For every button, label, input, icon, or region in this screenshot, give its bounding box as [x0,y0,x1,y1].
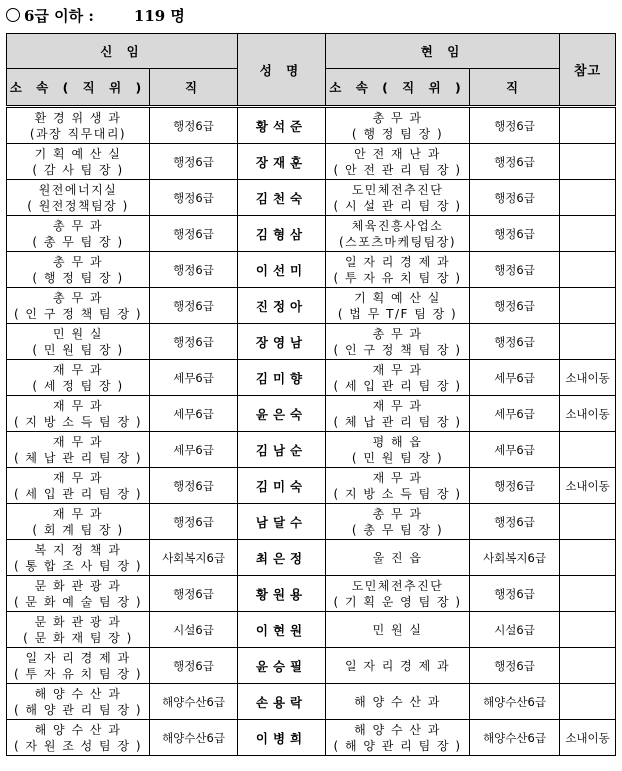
name-cell: 손용락 [238,684,326,720]
current-dept-cell-line: 도민체전추진단 [351,578,444,593]
header-name: 성 명 [238,34,326,107]
note-cell [560,107,616,144]
current-rank-cell: 행정6급 [470,144,560,180]
note-cell: 소내이동 [560,396,616,432]
new-dept-cell-line: ( 지 방 소 득 팀 장 ) [13,414,143,429]
new-rank-cell: 행정6급 [150,324,238,360]
note-cell [560,288,616,324]
note-cell [560,144,616,180]
new-rank-cell: 행정6급 [150,504,238,540]
current-dept-cell [326,504,470,540]
current-dept-cell [326,252,470,288]
new-dept-cell [7,396,150,432]
table-row [7,432,616,468]
current-dept-cell-line: 총 무 과 [372,110,423,125]
new-rank-cell: 행정6급 [150,576,238,612]
note-cell [560,216,616,252]
new-dept-cell-line: ( 인 구 정 책 팀 장 ) [13,306,143,321]
new-dept-cell-line: ( 세 정 팀 장 ) [32,378,124,393]
new-rank-cell: 세무6급 [150,432,238,468]
personnel-table [6,33,616,756]
current-dept-cell-line: ( 시 설 관 리 팀 장 ) [333,198,462,213]
table-row [7,288,616,324]
current-dept-cell-line: 민 원 실 [372,622,423,637]
name-cell: 이병희 [238,720,326,756]
new-dept-cell-line: 재 무 과 [53,470,103,485]
name-cell: 김남순 [238,432,326,468]
new-dept-cell-line: ( 감 사 팀 장 ) [32,162,124,177]
current-dept-cell [326,324,470,360]
current-rank-cell: 해양수산6급 [470,684,560,720]
current-dept-cell [326,468,470,504]
current-rank-cell: 행정6급 [470,252,560,288]
new-dept-cell [7,216,150,252]
header-new-rank: 직 [150,69,238,107]
current-dept-cell-line: 기 획 예 산 실 [354,290,441,305]
current-rank-cell: 행정6급 [470,180,560,216]
new-dept-cell [7,504,150,540]
note-cell [560,684,616,720]
new-dept-cell-line: 해 양 수 산 과 [34,722,122,737]
current-dept-cell-line: ( 인 구 정 책 팀 장 ) [333,342,462,357]
current-dept-cell-line: ( 안 전 관 리 팀 장 ) [333,162,462,177]
table-row [7,684,616,720]
current-rank-cell: 세무6급 [470,432,560,468]
new-dept-cell-line: 문 화 관 광 과 [34,578,122,593]
current-dept-cell-line: 평 해 읍 [372,434,423,449]
new-dept-cell-line: ( 체 납 관 리 팀 장 ) [13,450,143,465]
name-cell: 장영남 [238,324,326,360]
current-rank-cell: 해양수산6급 [470,720,560,756]
current-dept-cell [326,216,470,252]
table-row [7,720,616,756]
name-cell: 이현원 [238,612,326,648]
current-rank-cell: 행정6급 [470,107,560,144]
current-rank-cell: 행정6급 [470,288,560,324]
current-dept-cell-line: 울 진 읍 [372,550,423,565]
note-cell [560,324,616,360]
current-dept-cell [326,180,470,216]
current-dept-cell [326,720,470,756]
new-rank-cell: 행정6급 [150,216,238,252]
current-dept-cell-line: ( 투 자 유 치 팀 장 ) [333,270,462,285]
name-cell: 장재훈 [238,144,326,180]
new-dept-cell-line: ( 행 정 팀 장 ) [32,270,124,285]
new-dept-cell-line: ( 문 화 예 술 팀 장 ) [13,594,143,609]
current-dept-cell-line: 재 무 과 [372,470,423,485]
new-dept-cell [7,180,150,216]
table-row [7,252,616,288]
current-dept-cell [326,396,470,432]
current-dept-cell-line: 해 양 수 산 과 [354,722,441,737]
current-dept-cell-line: 안 전 재 난 과 [354,146,441,161]
name-cell: 윤승필 [238,648,326,684]
note-cell [560,540,616,576]
current-dept-cell-line: 총 무 과 [372,506,423,521]
new-dept-cell [7,648,150,684]
header-current-rank: 직 [470,69,560,107]
heading-label: 6급 이하 : [24,7,94,25]
note-cell: 소내이동 [560,360,616,396]
new-dept-cell-line: 재 무 과 [53,434,103,449]
new-rank-cell: 행정6급 [150,252,238,288]
current-dept-cell [326,648,470,684]
new-dept-cell-line: (과장 직무대리) [29,126,127,141]
new-dept-cell-line: ( 해 양 관 리 팀 장 ) [13,702,143,717]
current-dept-cell-line: ( 세 입 관 리 팀 장 ) [333,378,462,393]
new-dept-cell-line: 재 무 과 [53,398,103,413]
name-cell: 이선미 [238,252,326,288]
current-dept-cell [326,144,470,180]
header-new-dept: 소 속 ( 직 위 ) [7,69,150,107]
new-rank-cell: 사회복지6급 [150,540,238,576]
new-dept-cell-line: ( 총 무 팀 장 ) [32,234,124,249]
new-dept-cell-line: 총 무 과 [53,290,103,305]
new-dept-cell-line: ( 원전정책팀장 ) [27,198,129,213]
new-rank-cell: 해양수산6급 [150,720,238,756]
new-rank-cell: 해양수산6급 [150,684,238,720]
name-cell: 최은정 [238,540,326,576]
current-dept-cell-line: ( 기 획 운 영 팀 장 ) [333,594,462,609]
new-rank-cell: 행정6급 [150,288,238,324]
current-dept-cell-line: 일 자 리 경 제 과 [344,658,451,673]
new-dept-cell [7,540,150,576]
name-cell: 남달수 [238,504,326,540]
header-current-dept: 소 속 ( 직 위 ) [326,69,470,107]
current-dept-cell-line: 도민체전추진단 [351,182,444,197]
new-dept-cell-line: 원전에너지실 [38,182,118,197]
new-rank-cell: 시설6급 [150,612,238,648]
current-dept-cell [326,684,470,720]
table-row [7,107,616,144]
current-dept-cell-line: 재 무 과 [372,398,423,413]
current-dept-cell [326,540,470,576]
new-dept-cell [7,252,150,288]
table-row [7,576,616,612]
name-cell: 김형삼 [238,216,326,252]
table-row [7,612,616,648]
note-cell [560,648,616,684]
table-row [7,396,616,432]
note-cell [560,252,616,288]
header-current-post: 현 임 [326,34,560,69]
heading-count: 119 명 [133,7,185,25]
current-dept-cell-line: (스포츠마케팅팀장) [338,234,457,249]
current-dept-cell-line: 일 자 리 경 제 과 [344,254,451,269]
new-dept-cell [7,107,150,144]
table-row [7,468,616,504]
current-dept-cell [326,432,470,468]
new-dept-cell-line: ( 통 합 조 사 팀 장 ) [13,558,143,573]
note-cell [560,180,616,216]
current-rank-cell: 세무6급 [470,396,560,432]
new-dept-cell-line: ( 회 계 팀 장 ) [32,522,124,537]
table-row [7,540,616,576]
new-dept-cell [7,144,150,180]
new-dept-cell-line: ( 민 원 팀 장 ) [32,342,124,357]
table-row [7,360,616,396]
new-dept-cell [7,720,150,756]
circle-bullet-icon [6,8,20,22]
new-dept-cell [7,324,150,360]
new-dept-cell [7,468,150,504]
current-dept-cell [326,288,470,324]
new-rank-cell: 세무6급 [150,360,238,396]
table-row [7,144,616,180]
table-row [7,324,616,360]
current-dept-cell-line: 총 무 과 [372,326,423,341]
table-row [7,216,616,252]
current-dept-cell-line: 해 양 수 산 과 [354,694,441,709]
current-dept-cell-line: 체육진흥사업소 [351,218,444,233]
current-dept-cell [326,612,470,648]
new-dept-cell-line: ( 문 화 재 팀 장 ) [23,630,133,645]
name-cell: 진정아 [238,288,326,324]
current-rank-cell: 행정6급 [470,504,560,540]
new-dept-cell-line: 재 무 과 [53,506,103,521]
note-cell [560,612,616,648]
table-row [7,504,616,540]
current-dept-cell-line: ( 민 원 팀 장 ) [351,450,444,465]
section-heading [6,4,406,28]
name-cell: 김미향 [238,360,326,396]
current-rank-cell: 시설6급 [470,612,560,648]
note-cell [560,504,616,540]
new-dept-cell [7,612,150,648]
note-cell: 소내이동 [560,720,616,756]
new-dept-cell-line: 총 무 과 [53,254,103,269]
note-cell [560,576,616,612]
new-dept-cell-line: ( 자 원 조 성 팀 장 ) [13,738,143,753]
new-dept-cell-line: 일 자 리 경 제 과 [25,650,131,665]
new-rank-cell: 행정6급 [150,144,238,180]
new-dept-cell-line: 기 획 예 산 실 [34,146,122,161]
header-new-post: 신 임 [7,34,238,69]
new-dept-cell [7,432,150,468]
new-dept-cell [7,576,150,612]
current-dept-cell-line: ( 해 양 관 리 팀 장 ) [333,738,462,753]
new-dept-cell-line: ( 투 자 유 치 팀 장 ) [13,666,143,681]
current-rank-cell: 세무6급 [470,360,560,396]
name-cell: 황석준 [238,107,326,144]
table-body [7,107,616,756]
current-rank-cell: 행정6급 [470,324,560,360]
new-dept-cell-line: 환 경 위 생 과 [34,110,122,125]
new-dept-cell-line: 재 무 과 [53,362,103,377]
new-rank-cell: 행정6급 [150,468,238,504]
current-rank-cell: 행정6급 [470,216,560,252]
new-rank-cell: 세무6급 [150,396,238,432]
new-dept-cell-line: 총 무 과 [53,218,103,233]
table-row [7,648,616,684]
name-cell: 김천숙 [238,180,326,216]
current-dept-cell-line: ( 법 무 T/F 팀 장 ) [337,306,458,321]
note-cell: 소내이동 [560,468,616,504]
current-rank-cell: 행정6급 [470,648,560,684]
new-dept-cell-line: 민 원 실 [53,326,103,341]
current-rank-cell: 행정6급 [470,576,560,612]
header-note: 참고 [560,34,616,107]
note-cell [560,432,616,468]
current-rank-cell: 행정6급 [470,468,560,504]
table-row [7,180,616,216]
new-dept-cell-line: 복 지 정 책 과 [34,542,122,557]
new-rank-cell: 행정6급 [150,107,238,144]
current-dept-cell-line: 재 무 과 [372,362,423,377]
new-rank-cell: 행정6급 [150,180,238,216]
new-dept-cell-line: ( 세 입 관 리 팀 장 ) [13,486,143,501]
current-dept-cell [326,360,470,396]
current-dept-cell [326,107,470,144]
new-dept-cell-line: 문 화 관 광 과 [34,614,122,629]
current-dept-cell-line: ( 지 방 소 득 팀 장 ) [333,486,462,501]
new-dept-cell [7,684,150,720]
new-rank-cell: 행정6급 [150,648,238,684]
new-dept-cell-line: 해 양 수 산 과 [34,686,122,701]
new-dept-cell [7,360,150,396]
new-dept-cell [7,288,150,324]
current-dept-cell-line: ( 행 정 팀 장 ) [351,126,444,141]
name-cell: 윤은숙 [238,396,326,432]
name-cell: 김미숙 [238,468,326,504]
current-rank-cell: 사회복지6급 [470,540,560,576]
current-dept-cell [326,576,470,612]
current-dept-cell-line: ( 총 무 팀 장 ) [351,522,444,537]
name-cell: 황원용 [238,576,326,612]
current-dept-cell-line: ( 체 납 관 리 팀 장 ) [333,414,462,429]
